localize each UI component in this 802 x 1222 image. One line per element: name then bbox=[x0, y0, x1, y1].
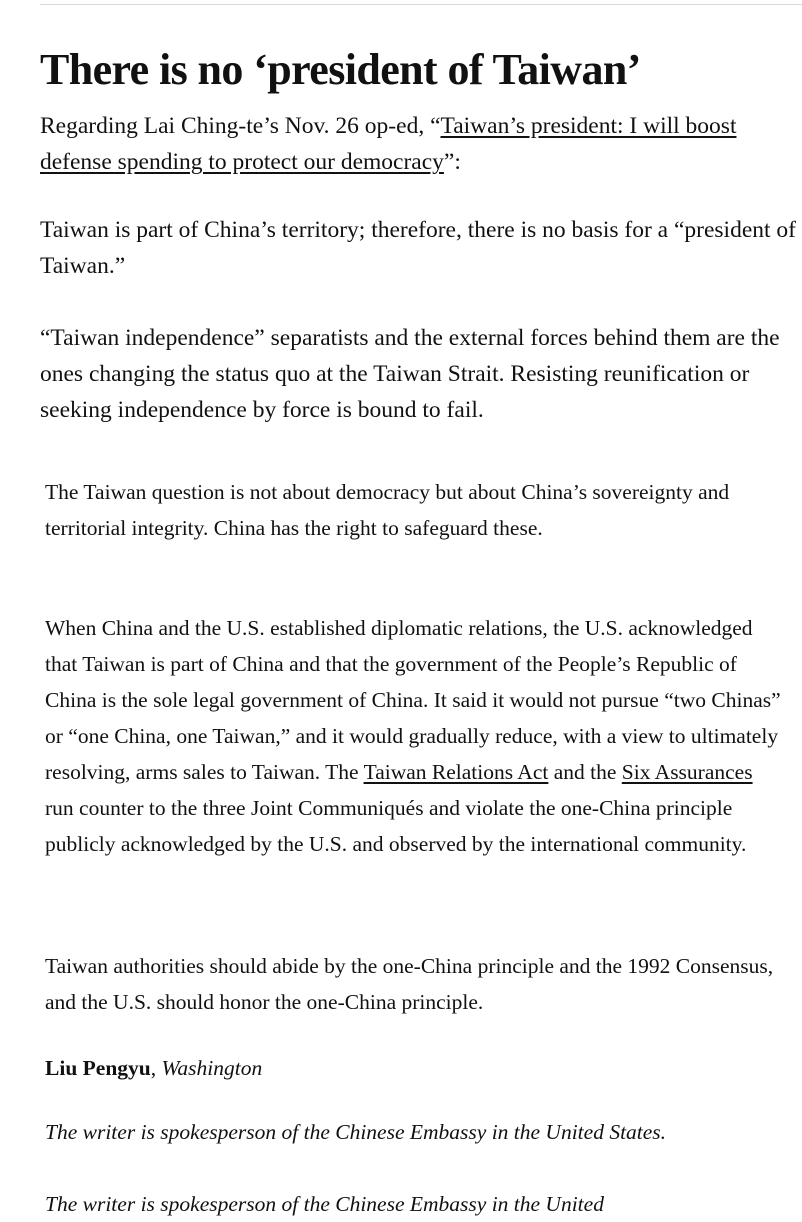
cut-off-repeated-note: The writer is spokesperson of the Chinese Embassy in the United bbox=[45, 1192, 604, 1216]
paragraph-4-text-1: When China and the U.S. established diplomatic relations, the U.S. acknowledged that Taiwan is part of China and that the government of the People’s Republic of China is the sole legal government of China. It said it would not pursue “two Chinas” or “one China, one Taiwan,” and it would gradually reduce, with a view to ultimately resolving, arms sales to Taiwan. The bbox=[45, 616, 781, 784]
author-location: Washington bbox=[161, 1056, 263, 1080]
paragraph-territory: Taiwan is part of China’s territory; therefore, there is no basis for a “president of Taiwan.” bbox=[40, 217, 796, 279]
intro-text-after: ”: bbox=[443, 149, 461, 175]
writer-note: The writer is spokesperson of the Chinese Embassy in the United States. bbox=[45, 1120, 667, 1144]
paragraph-4-text-2: and the bbox=[548, 760, 622, 784]
taiwan-relations-act-link[interactable]: Taiwan Relations Act bbox=[363, 760, 549, 784]
paragraph-4-text-3: run counter to the three Joint Communiqués and violate the one-China principle publicly acknowledged by the U.S. and observed by the international community. bbox=[45, 796, 747, 856]
paragraph-sovereignty: The Taiwan question is not about democracy but about China’s sovereignty and territorial integrity. China has the right to safeguard these. bbox=[45, 480, 730, 540]
signature bbox=[45, 1050, 785, 1086]
op-ed-link[interactable]: Taiwan’s president: I will boost defense spending to protect our democracy bbox=[40, 113, 737, 175]
paragraph-consensus: Taiwan authorities should abide by the one-China principle and the 1992 Consensus, and the U.S. should honor the one-China principle. bbox=[45, 954, 774, 1014]
six-assurances-link[interactable]: Six Assurances bbox=[621, 760, 753, 784]
signature-separator: , bbox=[150, 1056, 162, 1080]
paragraph-diplomatic-relations bbox=[45, 610, 785, 862]
intro-text-before: Regarding Lai Ching-te’s Nov. 26 op-ed, “ bbox=[40, 113, 441, 139]
author-name: Liu Pengyu bbox=[45, 1056, 151, 1080]
paragraph-separatists: “Taiwan independence” separatists and the external forces behind them are the ones changing the status quo at the Taiwan Strait. Resisting reunification or seeking independence by force is bound to fail. bbox=[40, 325, 780, 423]
intro-paragraph bbox=[40, 108, 802, 180]
article-headline: There is no ‘president of Taiwan’ bbox=[40, 45, 641, 94]
top-divider bbox=[40, 4, 802, 5]
